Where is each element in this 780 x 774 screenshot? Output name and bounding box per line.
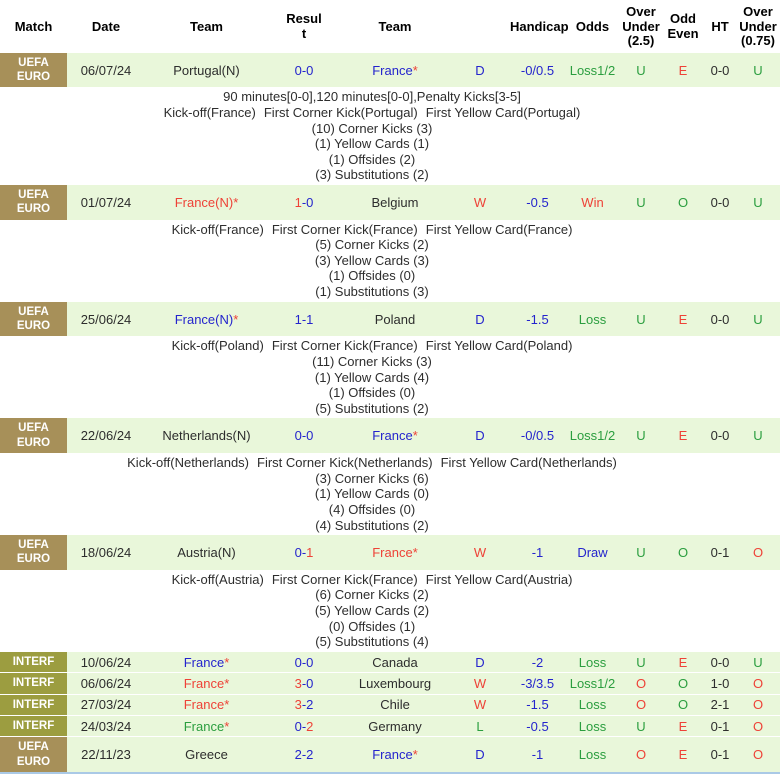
match-row: [0, 652, 780, 673]
match-date: 24/03/24: [67, 715, 145, 736]
match-stat-line: (5) Corner Kicks (2): [315, 237, 429, 253]
first-event: Kick-off(France): [163, 104, 256, 120]
match-stat-line: (3) Corner Kicks (6): [315, 470, 429, 486]
first-event: First Yellow Card(Poland): [425, 338, 573, 354]
score-separator: -: [301, 747, 307, 763]
home-team-link[interactable]: Greece: [185, 747, 228, 763]
match-result-link[interactable]: [295, 545, 314, 560]
handicap-value: -1.5: [510, 694, 565, 715]
handicap-value: -3/3.5: [510, 673, 565, 694]
match-detail-row: [0, 88, 780, 185]
handicap-value: -1: [510, 737, 565, 773]
odd-even-value: O: [662, 673, 704, 694]
match-date: 18/06/24: [67, 535, 145, 570]
match-result-link[interactable]: [295, 655, 314, 670]
favorite-star-icon: *: [233, 194, 239, 210]
away-team-cell: [340, 302, 450, 337]
home-team-link[interactable]: France: [183, 718, 225, 734]
column-header-odds: [565, 0, 620, 53]
match-result-cell: [268, 302, 340, 337]
wdl-value: D: [450, 53, 510, 88]
match-result-link[interactable]: [295, 195, 314, 210]
match-extra-time-info: 90 minutes[0-0],120 minutes[0-0],Penalty Kicks[3-5]: [223, 89, 521, 105]
match-firsts-line: [0, 338, 744, 354]
match-date: 06/06/24: [67, 673, 145, 694]
away-team-link[interactable]: France: [372, 62, 413, 78]
match-date: 27/03/24: [67, 694, 145, 715]
first-event: First Corner Kick(France): [271, 221, 418, 237]
match-result-cell: [268, 418, 340, 453]
wdl-value: W: [450, 185, 510, 220]
match-stat-line: (1) Offsides (0): [328, 385, 416, 401]
match-stat-line: (1) Yellow Cards (1): [314, 136, 430, 152]
match-stat-line: (4) Offsides (0): [328, 501, 416, 517]
home-score: 3: [294, 675, 302, 691]
odd-even-value: E: [662, 715, 704, 736]
match-result-link[interactable]: [295, 719, 314, 734]
favorite-star-icon: *: [412, 428, 418, 444]
wdl-value: D: [450, 418, 510, 453]
match-date: 10/06/24: [67, 652, 145, 673]
odds-value: Loss1/2: [565, 673, 620, 694]
score-separator: -: [301, 194, 307, 210]
odd-even-value: O: [662, 185, 704, 220]
ht-score: 0-0: [704, 185, 736, 220]
score-separator: -: [301, 311, 307, 327]
first-event: First Yellow Card(Austria): [425, 571, 573, 587]
home-team-cell: [145, 418, 268, 453]
away-team-cell: [340, 185, 450, 220]
over-under-075-value: O: [736, 535, 780, 570]
match-stat-line: (6) Corner Kicks (2): [315, 587, 429, 603]
over-under-075-value: U: [736, 418, 780, 453]
first-event: First Yellow Card(France): [425, 221, 573, 237]
odds-value: Loss1/2: [565, 53, 620, 88]
handicap-value: -2: [510, 652, 565, 673]
home-team-link[interactable]: France: [183, 654, 225, 670]
over-under-075-value: O: [736, 673, 780, 694]
competition-badge: UEFA EURO: [0, 302, 67, 337]
over-under-075-value: O: [736, 694, 780, 715]
over-under-25-value: U: [620, 302, 662, 337]
match-date: 06/07/24: [67, 53, 145, 88]
away-score: 2: [306, 697, 314, 713]
wdl-value: W: [450, 673, 510, 694]
competition-badge: UEFA EURO: [0, 535, 67, 570]
home-team-link[interactable]: Portugal(N): [173, 62, 240, 78]
over-under-25-value: U: [620, 185, 662, 220]
wdl-value: W: [450, 694, 510, 715]
column-header-label: Odd Even: [667, 11, 699, 41]
first-event: First Yellow Card(Portugal): [425, 104, 581, 120]
match-row: [0, 737, 780, 773]
odd-even-value: E: [662, 53, 704, 88]
first-event: Kick-off(Poland): [171, 338, 264, 354]
ht-score: 0-0: [704, 652, 736, 673]
home-team-link[interactable]: France: [183, 675, 225, 691]
ht-score: 0-0: [704, 418, 736, 453]
away-score: 2: [306, 747, 314, 763]
away-score: 1: [306, 311, 314, 327]
favorite-star-icon: *: [224, 675, 230, 691]
odd-even-value: E: [662, 737, 704, 773]
over-under-25-value: O: [620, 673, 662, 694]
home-team-cell: [145, 302, 268, 337]
ht-score: 0-0: [704, 53, 736, 88]
odds-value: Draw: [565, 535, 620, 570]
column-header-label: Odds: [575, 18, 610, 34]
match-row: [0, 535, 780, 570]
column-header-handicap: [510, 0, 569, 53]
competition-badge: UEFA EURO: [0, 737, 67, 773]
match-result-link[interactable]: [295, 312, 314, 327]
favorite-star-icon: *: [412, 62, 418, 78]
match-stat-line: (1) Offsides (0): [328, 268, 416, 284]
wdl-value: D: [450, 652, 510, 673]
match-detail: [0, 337, 780, 418]
over-under-25-value: U: [620, 418, 662, 453]
odd-even-value: O: [662, 694, 704, 715]
over-under-25-value: O: [620, 737, 662, 773]
match-stat-line: (1) Offsides (2): [328, 151, 416, 167]
home-score: 2: [294, 747, 302, 763]
home-team-cell: [145, 737, 268, 773]
odd-even-value: O: [662, 535, 704, 570]
column-header-over-under-2-5: [620, 0, 662, 53]
ht-score: 2-1: [704, 694, 736, 715]
column-header-team: [145, 0, 268, 53]
match-detail: [0, 454, 780, 535]
match-firsts-line: [0, 572, 744, 588]
home-team-link[interactable]: France(N): [174, 311, 234, 327]
score-separator: -: [301, 654, 307, 670]
match-stat-line: (10) Corner Kicks (3): [311, 120, 433, 136]
table-header-row: [0, 0, 780, 53]
first-event: First Corner Kick(Netherlands): [257, 455, 433, 471]
competition-badge: UEFA EURO: [0, 53, 67, 88]
over-under-075-value: O: [736, 715, 780, 736]
away-team-cell: [340, 652, 450, 673]
over-under-25-value: U: [620, 53, 662, 88]
match-detail: [0, 88, 780, 185]
column-header-odd-even: [662, 0, 704, 53]
match-date: 25/06/24: [67, 302, 145, 337]
handicap-value: -0.5: [510, 185, 565, 220]
match-detail: [0, 220, 780, 301]
match-result-cell: [268, 673, 340, 694]
match-stat-line: (5) Yellow Cards (2): [314, 603, 430, 619]
first-event: First Yellow Card(Netherlands): [440, 455, 617, 471]
away-team-cell: [340, 694, 450, 715]
match-result-cell: [268, 53, 340, 88]
home-score: 0: [294, 544, 302, 560]
first-event: First Corner Kick(France): [271, 571, 418, 587]
match-result-cell: [268, 737, 340, 773]
column-header-label: HT: [711, 18, 729, 34]
competition-badge: INTERF: [0, 673, 67, 694]
match-row: [0, 53, 780, 88]
match-result-link[interactable]: [295, 63, 314, 78]
match-row: [0, 694, 780, 715]
column-header-label: Over Under (2.5): [622, 4, 660, 49]
odd-even-value: E: [662, 418, 704, 453]
away-team-cell: [340, 715, 450, 736]
match-stat-line: (5) Substitutions (4): [315, 634, 429, 650]
match-result-link[interactable]: [295, 676, 314, 691]
home-team-cell: [145, 694, 268, 715]
handicap-value: -1.5: [510, 302, 565, 337]
score-separator: -: [301, 697, 307, 713]
home-team-cell: [145, 652, 268, 673]
match-detail-row: [0, 570, 780, 651]
competition-badge: INTERF: [0, 694, 67, 715]
away-team-cell: [340, 737, 450, 773]
column-header-match: [0, 0, 67, 53]
odds-value: Loss: [565, 652, 620, 673]
home-score: 3: [294, 697, 302, 713]
away-team-link[interactable]: Chile: [380, 697, 410, 713]
odds-value: Loss: [565, 694, 620, 715]
away-team-link[interactable]: Luxembourg: [358, 675, 432, 691]
match-result-cell: [268, 652, 340, 673]
match-row: [0, 715, 780, 736]
competition-badge: INTERF: [0, 652, 67, 673]
score-separator: -: [301, 428, 307, 444]
ht-score: 0-1: [704, 737, 736, 773]
column-header-label: Over Under (0.75): [739, 4, 777, 49]
match-row: [0, 185, 780, 220]
over-under-075-value: U: [736, 302, 780, 337]
home-team-cell: [145, 535, 268, 570]
odds-value: Loss: [565, 715, 620, 736]
match-stat-line: (5) Substitutions (2): [315, 400, 429, 416]
away-team-link[interactable]: Germany: [368, 718, 422, 734]
over-under-25-value: U: [620, 652, 662, 673]
home-team-cell: [145, 185, 268, 220]
away-team-cell: [340, 535, 450, 570]
handicap-value: -1: [510, 535, 565, 570]
odds-value: Loss1/2: [565, 418, 620, 453]
match-detail-row: [0, 337, 780, 418]
ht-score: 0-0: [704, 302, 736, 337]
away-team-link[interactable]: Canada: [372, 654, 418, 670]
handicap-value: -0/0.5: [510, 418, 565, 453]
wdl-value: W: [450, 535, 510, 570]
away-team-link[interactable]: France: [372, 544, 413, 560]
ht-score: 1-0: [704, 673, 736, 694]
favorite-star-icon: *: [412, 544, 418, 560]
match-firsts-line: [0, 222, 744, 238]
home-score: 1: [294, 311, 302, 327]
match-stat-line: (4) Substitutions (2): [315, 517, 429, 533]
home-team-link[interactable]: France(N): [174, 194, 234, 210]
away-team-cell: [340, 53, 450, 88]
home-team-link[interactable]: Netherlands(N): [162, 428, 251, 444]
away-score: 1: [306, 544, 314, 560]
first-event: First Corner Kick(Portugal): [263, 104, 418, 120]
away-team-link[interactable]: Poland: [374, 311, 416, 327]
away-score: 0: [306, 194, 314, 210]
home-score: 0: [294, 428, 302, 444]
odds-value: Loss: [565, 302, 620, 337]
score-separator: -: [301, 718, 307, 734]
over-under-075-value: U: [736, 185, 780, 220]
over-under-075-value: U: [736, 652, 780, 673]
away-score: 0: [306, 428, 314, 444]
match-stat-line: (11) Corner Kicks (3): [312, 354, 432, 370]
away-score: 0: [306, 654, 314, 670]
column-header-label: Date: [91, 18, 121, 34]
column-header-date: [67, 0, 145, 53]
favorite-star-icon: *: [412, 747, 418, 763]
column-header-ht: [704, 0, 736, 53]
match-stat-line: (3) Substitutions (2): [315, 167, 429, 183]
handicap-value: -0/0.5: [510, 53, 565, 88]
home-score: 0: [294, 62, 302, 78]
odd-even-value: E: [662, 302, 704, 337]
away-team-cell: [340, 673, 450, 694]
away-team-link[interactable]: Belgium: [371, 194, 419, 210]
column-header-wdl: [450, 0, 510, 53]
favorite-star-icon: *: [224, 718, 230, 734]
match-row: [0, 673, 780, 694]
match-firsts-line: [0, 105, 744, 121]
match-detail: [0, 570, 780, 651]
score-separator: -: [301, 62, 307, 78]
ht-score: 0-1: [704, 535, 736, 570]
away-score: 0: [306, 62, 314, 78]
match-stat-line: (1) Yellow Cards (4): [314, 369, 430, 385]
score-separator: -: [301, 544, 307, 560]
home-score: 0: [294, 654, 302, 670]
column-header-label: Result: [286, 11, 322, 41]
handicap-value: -0.5: [510, 715, 565, 736]
match-result-cell: [268, 185, 340, 220]
competition-badge: UEFA EURO: [0, 185, 67, 220]
over-under-25-value: U: [620, 535, 662, 570]
competition-badge: INTERF: [0, 715, 67, 736]
match-detail-row: [0, 454, 780, 535]
wdl-value: L: [450, 715, 510, 736]
away-team-link[interactable]: France: [372, 428, 413, 444]
match-row: [0, 302, 780, 337]
match-stat-line: (0) Offsides (1): [328, 618, 416, 634]
odds-value: Loss: [565, 737, 620, 773]
home-team-link[interactable]: Austria(N): [177, 544, 236, 560]
match-result-cell: [268, 715, 340, 736]
wdl-value: D: [450, 302, 510, 337]
away-team-link[interactable]: France: [372, 747, 413, 763]
column-header-label: Match: [14, 18, 53, 34]
over-under-075-value: U: [736, 53, 780, 88]
match-table-body: [0, 53, 780, 773]
match-date: 01/07/24: [67, 185, 145, 220]
away-score: 0: [306, 675, 314, 691]
match-firsts-line: [0, 455, 744, 471]
wdl-value: D: [450, 737, 510, 773]
column-header-over-under-0-75: [736, 0, 780, 53]
over-under-075-value: O: [736, 737, 780, 773]
column-header-label: Handicap: [510, 18, 569, 34]
over-under-25-value: U: [620, 715, 662, 736]
home-team-cell: [145, 53, 268, 88]
first-event: Kick-off(Netherlands): [127, 455, 250, 471]
odd-even-value: E: [662, 652, 704, 673]
match-result-link[interactable]: [295, 428, 314, 443]
match-stat-line: (1) Substitutions (3): [315, 284, 429, 300]
match-result-link[interactable]: [295, 747, 314, 762]
first-event: First Corner Kick(France): [271, 338, 418, 354]
match-stat-line: (3) Yellow Cards (3): [314, 252, 430, 268]
home-score: 1: [294, 194, 302, 210]
match-result-cell: [268, 535, 340, 570]
match-date: 22/06/24: [67, 418, 145, 453]
favorite-star-icon: *: [224, 697, 230, 713]
odds-value: Win: [565, 185, 620, 220]
match-date: 22/11/23: [67, 737, 145, 773]
competition-badge: UEFA EURO: [0, 418, 67, 453]
favorite-star-icon: *: [233, 311, 239, 327]
home-team-cell: [145, 715, 268, 736]
away-team-cell: [340, 418, 450, 453]
home-score: 0: [294, 718, 302, 734]
away-score: 2: [306, 718, 314, 734]
match-stat-line: (1) Yellow Cards (0): [314, 486, 430, 502]
match-row: [0, 418, 780, 453]
ht-score: 0-1: [704, 715, 736, 736]
score-separator: -: [301, 675, 307, 691]
first-event: Kick-off(Austria): [171, 571, 264, 587]
match-result-cell: [268, 694, 340, 715]
column-header-label: Team: [378, 18, 412, 34]
favorite-star-icon: *: [224, 654, 230, 670]
home-team-link[interactable]: France: [183, 697, 225, 713]
first-event: Kick-off(France): [171, 221, 264, 237]
home-team-cell: [145, 673, 268, 694]
column-header-team: [340, 0, 450, 53]
match-detail-row: [0, 220, 780, 301]
match-result-link[interactable]: [295, 697, 314, 712]
column-header-label: Team: [190, 18, 223, 34]
over-under-25-value: O: [620, 694, 662, 715]
column-header-result: [268, 0, 340, 53]
